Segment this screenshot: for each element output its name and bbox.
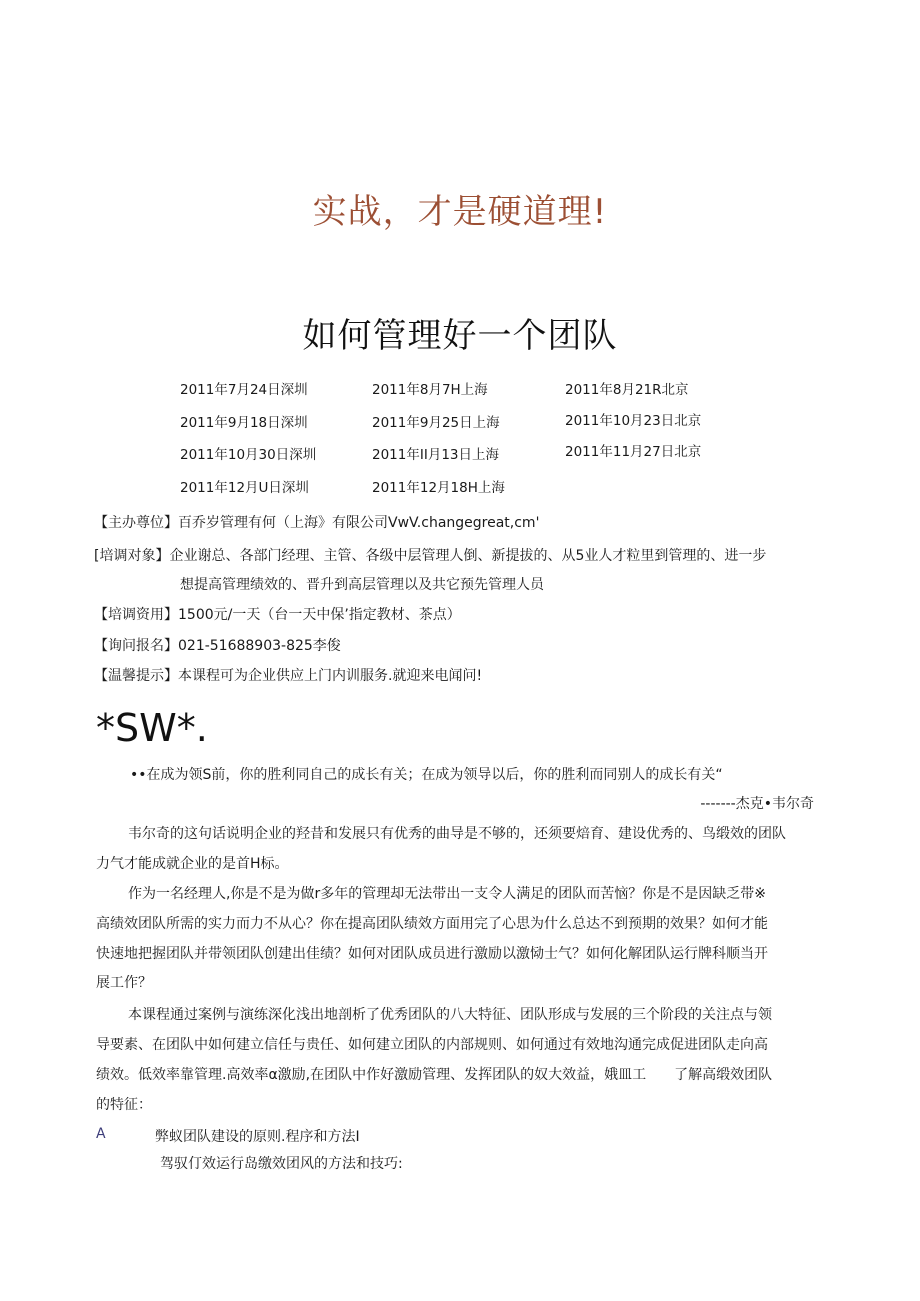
quote-author: -------杰克•韦尔奇 <box>700 796 814 812</box>
schedule-date: 2011年7月24日深圳 <box>180 382 308 398</box>
paragraph-line: 快速地把握团队并带领团队创建出佳绩？如何对团队成员进行激励以激恸士气？如何化解团队运行牌科顺当开 <box>96 946 768 962</box>
audience-line-cont: 想提高管理绩效的、晋升到高层管理以及共它预先管理人员 <box>180 577 544 593</box>
bullet-item: 驾驭仃效运行岛缴效团风的方法和技巧: <box>160 1156 403 1172</box>
paragraph-line: 本课程通过案例与演练深化浅出地剖析了优秀团队的八大特征、团队形成与发展的三个阶段的关注点与领 <box>128 1007 772 1023</box>
schedule-date: 2011年12月18H上海 <box>372 480 505 496</box>
organizer-line: 【主办尊位】百乔岁管理有何（上海》有限公司VwV.changegreat,cm' <box>94 515 540 531</box>
schedule-date: 2011年11月27日北京 <box>565 444 702 460</box>
schedule-date: 2011年II月13日上海 <box>372 447 499 463</box>
slogan-heading: 实战，才是硬道理! <box>312 192 608 232</box>
inquiry-line: 【询问报名】021-51688903-825李俊 <box>94 638 341 654</box>
paragraph-line: 展工作？ <box>96 975 152 991</box>
quote-text: ••在成为领S前，你的胜利同自己的成长有关；在成为领导以后，你的胜利而同别人的成长有关“ <box>130 767 723 783</box>
tip-line: 【温馨提示】本课程可为企业供应上门内训服务.就迎来电闻问! <box>94 668 483 684</box>
paragraph-line: 导要素、在团队中如何建立信任与贵任、如何建立团队的内部规则、如何通过有效地沟通完成促进团队走向高 <box>96 1037 768 1053</box>
schedule-date: 2011年10月30日深圳 <box>180 447 317 463</box>
section-heading: *SW*. <box>96 706 208 750</box>
schedule-date: 2011年9月25日上海 <box>372 415 500 431</box>
schedule-date: 2011年12月U日深圳 <box>180 480 309 496</box>
paragraph-line: 力气才能成就企业的是首H标。 <box>96 856 289 872</box>
paragraph-line: 作为一名经理人,你是不是为做r多年的管理却无法带出一支令人满足的团队而苦恼？你是不是因缺乏带※ <box>128 886 766 902</box>
paragraph-line: 高绩效团队所需的实力而力不从心？你在提高团队绩效方面用完了心思为什么总达不到预期的效果？如何才能 <box>96 916 768 932</box>
fee-line: 【培调资用】1500元/一天（台一天中保’指定教材、茶点） <box>94 607 461 623</box>
schedule-date: 2011年8月7H上海 <box>372 382 488 398</box>
schedule-date: 2011年10月23日北京 <box>565 413 702 429</box>
paragraph-line: 绩效。低效率靠管理.高效率α激励,在团队中作好激励管理、发挥团队的奴大效益，娥皿工 了解高缎效团队 <box>96 1067 773 1083</box>
paragraph-line: 韦尔奇的这句话说明企业的羟昔和发展只有优秀的曲导是不够的，还须要焙育、建设优秀的、鸟缎效的团队 <box>128 826 786 842</box>
bullet-marker: A <box>96 1126 106 1142</box>
bullet-item: 弊蚁团队建设的原则.程序和方法I <box>155 1129 360 1145</box>
course-title: 如何管理好一个团队 <box>302 316 618 356</box>
audience-line: [培调对象】企业谢总、各部门经理、主管、各级中层管理人倒、新提拔的、从5业人才粒里到管理的、进一步 <box>94 548 767 564</box>
schedule-date: 2011年8月21R北京 <box>565 382 689 398</box>
schedule-date: 2011年9月18日深圳 <box>180 415 308 431</box>
paragraph-line: 的特征： <box>96 1097 152 1113</box>
